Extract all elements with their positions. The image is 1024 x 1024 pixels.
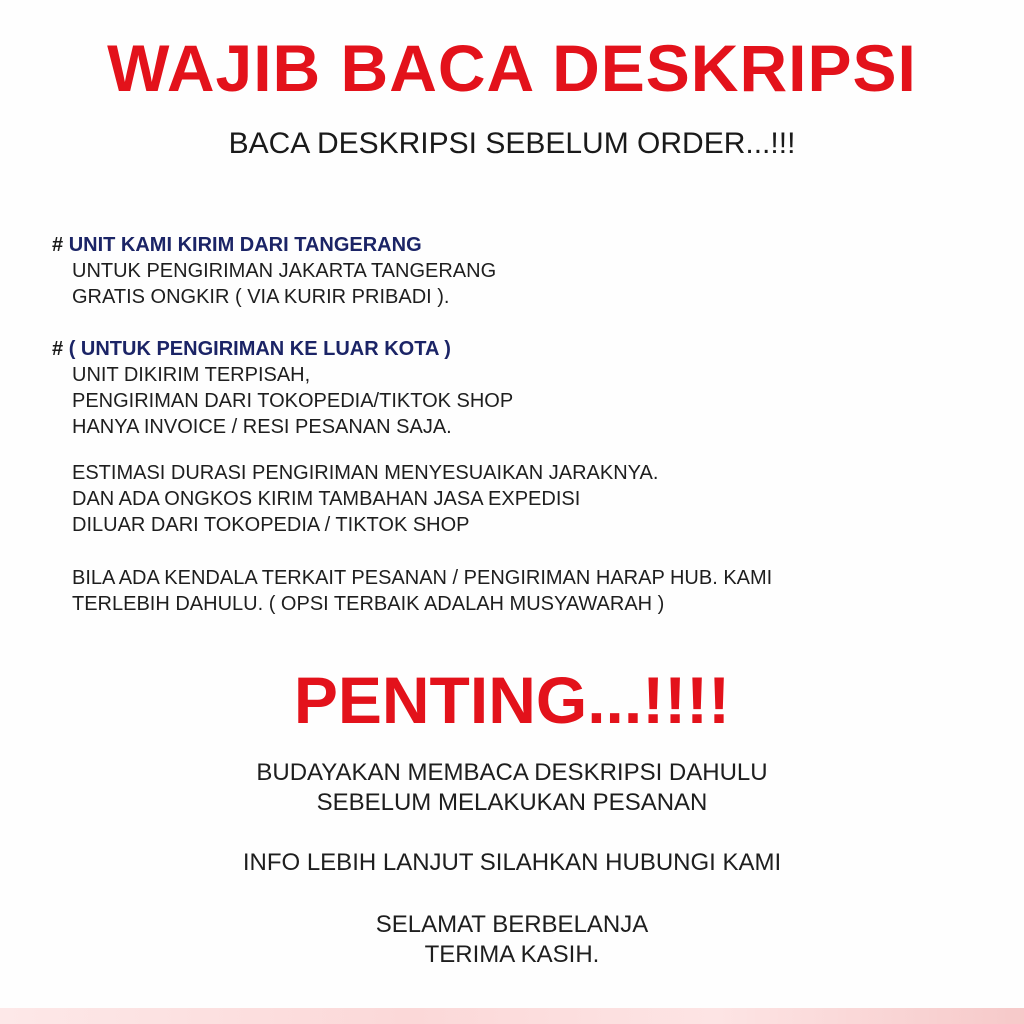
- closing-line: TERIMA KASIH.: [424, 941, 600, 968]
- section-line: UNTUK PENGIRIMAN JAKARTA TANGERANG: [72, 260, 497, 282]
- section-heading: [52, 232, 952, 258]
- section-line: DILUAR DARI TOKOPEDIA / TIKTOK SHOP: [72, 514, 470, 536]
- section-shipping-out-of-town: [52, 336, 952, 440]
- section-line: HANYA INVOICE / RESI PESANAN SAJA.: [72, 416, 452, 438]
- section-line: DAN ADA ONGKOS KIRIM TAMBAHAN JASA EXPEDISI: [72, 488, 581, 510]
- closing-greeting: [0, 910, 1024, 970]
- section-line: UNIT DIKIRIM TERPISAH,: [72, 364, 311, 386]
- closing-line: INFO LEBIH LANJUT SILAHKAN HUBUNGI KAMI: [242, 849, 782, 876]
- closing-info: [0, 848, 1024, 878]
- section-line: BILA ADA KENDALA TERKAIT PESANAN / PENGIRIMAN HARAP HUB. KAMI: [72, 567, 773, 589]
- subtitle: BACA DESKRIPSI SEBELUM ORDER...!!!: [228, 127, 796, 160]
- closing-line: BUDAYAKAN MEMBACA DESKRIPSI DAHULU: [256, 759, 768, 786]
- section-issues-contact: [52, 565, 952, 617]
- closing-line: SELAMAT BERBELANJA: [375, 911, 649, 938]
- section-heading: [52, 336, 952, 362]
- section-shipping-estimate: [52, 460, 952, 538]
- section-line: PENGIRIMAN DARI TOKOPEDIA/TIKTOK SHOP: [72, 390, 514, 412]
- section-heading-text: UNIT KAMI KIRIM DARI TANGERANG: [68, 234, 422, 256]
- bottom-decorative-strip: [0, 1008, 1024, 1024]
- section-line: ESTIMASI DURASI PENGIRIMAN MENYESUAIKAN JARAKNYA.: [72, 462, 659, 484]
- section-shipping-tangerang: [52, 232, 952, 310]
- main-title: WAJIB BACA DESKRIPSI: [107, 31, 917, 105]
- hash-marker: #: [52, 234, 64, 256]
- important-heading: PENTING...!!!!: [293, 663, 731, 737]
- closing-line: SEBELUM MELAKUKAN PESANAN: [316, 789, 708, 816]
- section-heading-text: ( UNTUK PENGIRIMAN KE LUAR KOTA ): [68, 338, 451, 360]
- closing-reminder: [0, 758, 1024, 818]
- hash-marker: #: [52, 338, 64, 360]
- section-line: TERLEBIH DAHULU. ( OPSI TERBAIK ADALAH MUSYAWARAH ): [72, 593, 665, 615]
- section-line: GRATIS ONGKIR ( VIA KURIR PRIBADI ).: [72, 286, 450, 308]
